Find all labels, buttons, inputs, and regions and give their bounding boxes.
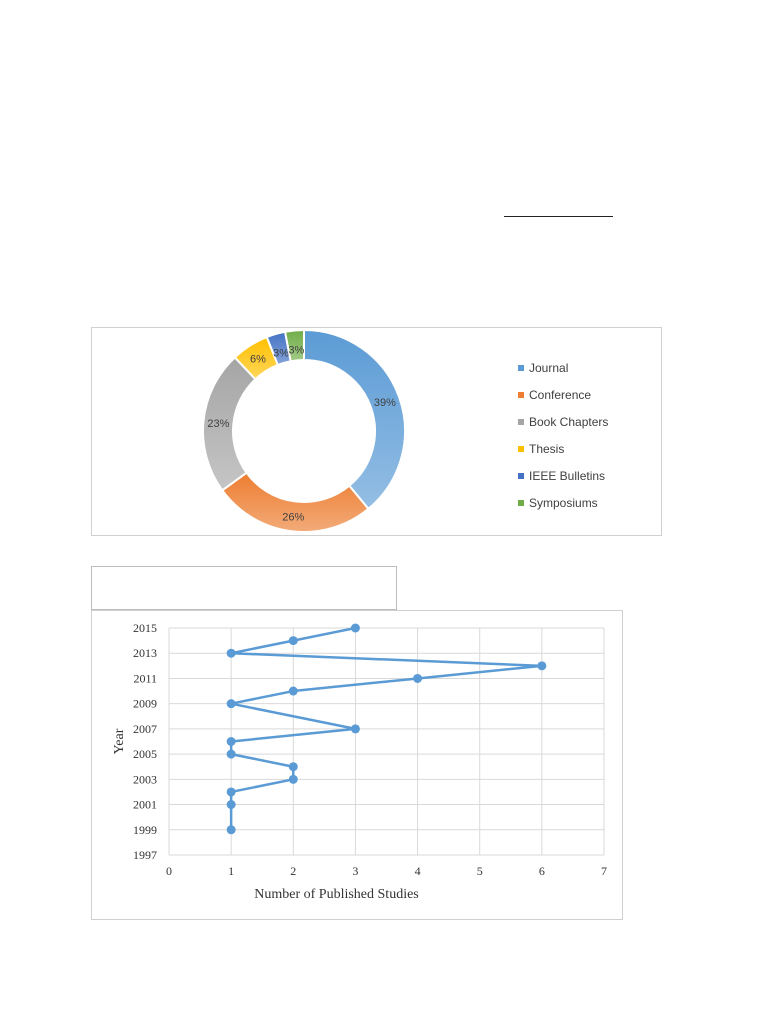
legend-label: Conference [529, 387, 592, 402]
legend-item-thesis [518, 435, 658, 462]
y-tick-label: 2013 [133, 646, 157, 661]
data-point [227, 649, 236, 658]
data-point [227, 737, 236, 746]
data-point [227, 699, 236, 708]
donut-value-label: 6% [249, 353, 266, 366]
x-tick-label: 2 [290, 864, 297, 878]
y-tick-label: 2003 [133, 772, 157, 787]
donut-value-label: 3% [288, 344, 305, 357]
donut-chart [203, 330, 405, 532]
y-tick-label: 2007 [133, 721, 157, 736]
x-tick-label: 3 [352, 864, 359, 878]
legend-swatch [518, 446, 524, 452]
y-tick-label: 2011 [133, 671, 157, 686]
legend-swatch [518, 365, 524, 371]
y-tick-label: 1997 [133, 848, 157, 862]
legend-item-conference [518, 381, 658, 408]
x-tick-label: 7 [601, 864, 607, 878]
data-point [227, 750, 236, 759]
legend-swatch [518, 500, 524, 506]
legend-label: Journal [529, 360, 569, 375]
legend-label: IEEE Bulletins [529, 468, 606, 483]
donut-legend [518, 354, 658, 516]
donut-value-label: 26% [282, 511, 305, 524]
data-point [289, 775, 298, 784]
data-point [289, 762, 298, 771]
y-tick-label: 2001 [133, 797, 157, 812]
data-point [289, 687, 298, 696]
legend-swatch [518, 392, 524, 398]
data-point [227, 825, 236, 834]
donut-value-label: 39% [373, 396, 396, 409]
data-point [289, 636, 298, 645]
y-axis-title: Year [112, 728, 127, 755]
legend-item-ieee-bulletins [518, 462, 658, 489]
x-tick-label: 6 [538, 864, 545, 878]
x-axis-title: Number of Published Studies [254, 887, 419, 902]
y-tick-label: 2009 [133, 696, 157, 711]
x-tick-label: 4 [414, 864, 421, 878]
legend-label: Symposiums [529, 495, 598, 510]
data-point [351, 624, 360, 633]
y-tick-label: 2005 [133, 747, 157, 762]
legend-item-book-chapters [518, 408, 658, 435]
legend-swatch [518, 419, 524, 425]
y-tick-label: 1999 [133, 822, 157, 837]
legend-item-symposiums [518, 489, 658, 516]
data-point [227, 787, 236, 796]
data-point [537, 661, 546, 670]
y-tick-label: 2015 [133, 621, 157, 635]
line-chart [112, 621, 607, 902]
donut-value-label: 23% [207, 417, 230, 430]
data-point [227, 800, 236, 809]
legend-item-journal [518, 354, 658, 381]
donut-slice-journal [304, 330, 405, 509]
data-point [413, 674, 422, 683]
legend-swatch [518, 473, 524, 479]
donut-value-label: 3% [273, 347, 290, 360]
legend-label: Book Chapters [529, 414, 609, 429]
data-point [351, 724, 360, 733]
x-tick-label: 5 [476, 864, 483, 878]
x-tick-label: 1 [228, 864, 235, 878]
legend-label: Thesis [529, 441, 565, 456]
x-tick-label: 0 [166, 864, 172, 878]
